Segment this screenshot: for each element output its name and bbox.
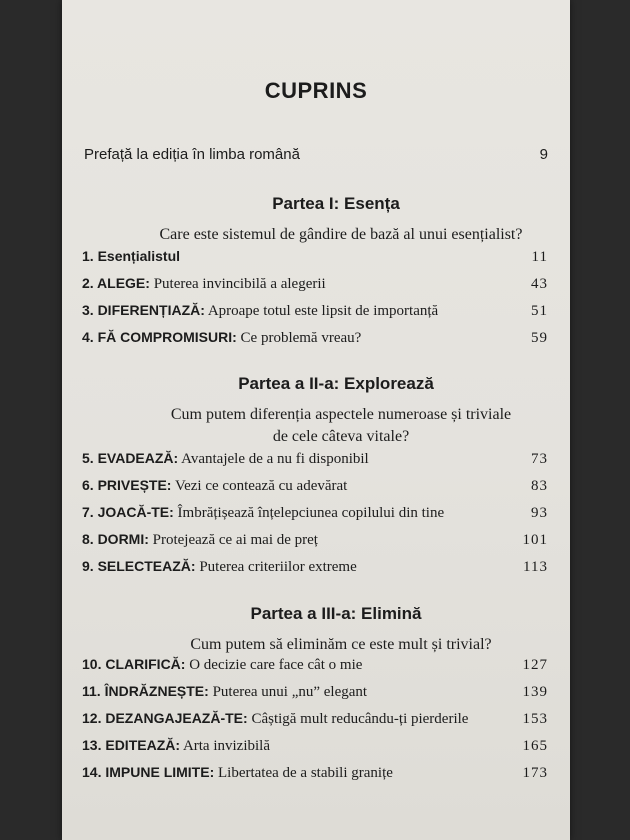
part-2-subtitle-line: Cum putem diferenția aspectele numeroase și triviale (170, 406, 512, 423)
entry-description: O decizie care face cât o mie (185, 657, 363, 673)
part-1-title: Partea I: Esența (272, 194, 400, 213)
toc-entry (82, 710, 548, 737)
toc-entry (82, 450, 548, 477)
part-3-subtitle-line: Cum putem să eliminăm ce este mult și trivial? (190, 636, 492, 653)
entry-keyword: 12. DEZANGAJEAZĂ-TE: (82, 710, 248, 726)
part-1-entries (82, 248, 548, 356)
entry-page: 11 (531, 249, 548, 265)
part-3-title: Partea a III-a: Elimină (250, 604, 422, 623)
toc-entry (82, 683, 548, 710)
entry-description: Câștigă mult reducându-ți pierderile (247, 711, 469, 727)
entry-page: 59 (531, 330, 548, 346)
toc-entry (82, 558, 548, 585)
entry-page: 101 (522, 532, 548, 548)
preface-label: Prefață la ediția în limba română (84, 146, 300, 163)
entry-description: Libertatea de a stabili granițe (214, 765, 393, 781)
entry-page: 139 (522, 684, 548, 700)
part-1-subtitle (62, 224, 570, 246)
part-3 (62, 604, 570, 656)
toc-entry (82, 477, 548, 504)
entry-description: Puterea unui „nu” elegant (208, 684, 368, 700)
part-2-subtitle (62, 404, 570, 448)
entry-keyword: 7. JOACĂ-TE: (82, 504, 174, 520)
entry-page: 173 (522, 765, 548, 781)
entry-page: 83 (531, 478, 548, 494)
entry-page: 73 (531, 451, 548, 467)
toc-entry (82, 656, 548, 683)
entry-keyword: 4. FĂ COMPROMISURI: (82, 329, 237, 345)
entry-page: 153 (522, 711, 548, 727)
entry-keyword: 14. IMPUNE LIMITE: (82, 764, 215, 780)
entry-page: 43 (531, 276, 548, 292)
entry-keyword: 9. SELECTEAZĂ: (82, 558, 196, 574)
entry-description: Aproape totul este lipsit de importanță (204, 303, 439, 319)
entry-description: Arta invizibilă (180, 738, 270, 754)
entry-keyword: 3. DIFERENȚIAZĂ: (82, 302, 205, 318)
part-2-title: Partea a II-a: Explorează (238, 374, 434, 393)
toc-entry (82, 302, 548, 329)
entry-keyword: 10. CLARIFICĂ: (82, 656, 186, 672)
entry-keyword: 2. ALEGE: (82, 275, 150, 291)
entry-page: 51 (531, 303, 548, 319)
toc-entry (82, 737, 548, 764)
entry-keyword: 11. ÎNDRĂZNEȘTE: (82, 683, 209, 699)
entry-description: Vezi ce contează cu adevărat (171, 478, 348, 494)
part-3-subtitle (62, 634, 570, 656)
entry-page: 127 (522, 657, 548, 673)
toc-entry (82, 764, 548, 791)
entry-page: 165 (522, 738, 548, 754)
entry-keyword: 13. EDITEAZĂ: (82, 737, 181, 753)
entry-description: Protejează ce ai mai de preț (148, 532, 318, 548)
entry-page: 113 (523, 559, 548, 575)
entry-keyword: 1. Esențialistul (82, 248, 181, 264)
part-1 (62, 194, 570, 246)
toc-entry (82, 329, 548, 356)
part-2-entries (82, 450, 548, 585)
part-3-entries (82, 656, 548, 791)
part-2-subtitle-line: de cele câteva vitale? (272, 428, 410, 445)
toc-entry (82, 531, 548, 558)
preface-page: 9 (539, 146, 548, 163)
entry-page: 93 (531, 505, 548, 521)
entry-keyword: 8. DORMI: (82, 531, 149, 547)
entry-description: Avantajele de a nu fi disponibil (178, 451, 369, 467)
part-2 (62, 374, 570, 448)
entry-keyword: 6. PRIVEȘTE: (82, 477, 172, 493)
toc-entry (82, 504, 548, 531)
toc-title: CUPRINS (264, 78, 368, 103)
entry-description: Ce problemă vreau? (236, 330, 362, 346)
entry-description: Puterea criteriilor extreme (195, 559, 357, 575)
entry-keyword: 5. EVADEAZĂ: (82, 450, 179, 466)
entry-description: Puterea invincibilă a alegerii (149, 276, 326, 292)
book-page (62, 0, 570, 840)
toc-entry (82, 275, 548, 302)
part-1-subtitle-line: Care este sistemul de gândire de bază al unui esențialist? (159, 226, 523, 243)
entry-description: Îmbrățișează înțelepciunea copilului din tine (173, 505, 445, 521)
toc-entry (82, 248, 548, 275)
preface-entry (84, 146, 548, 163)
